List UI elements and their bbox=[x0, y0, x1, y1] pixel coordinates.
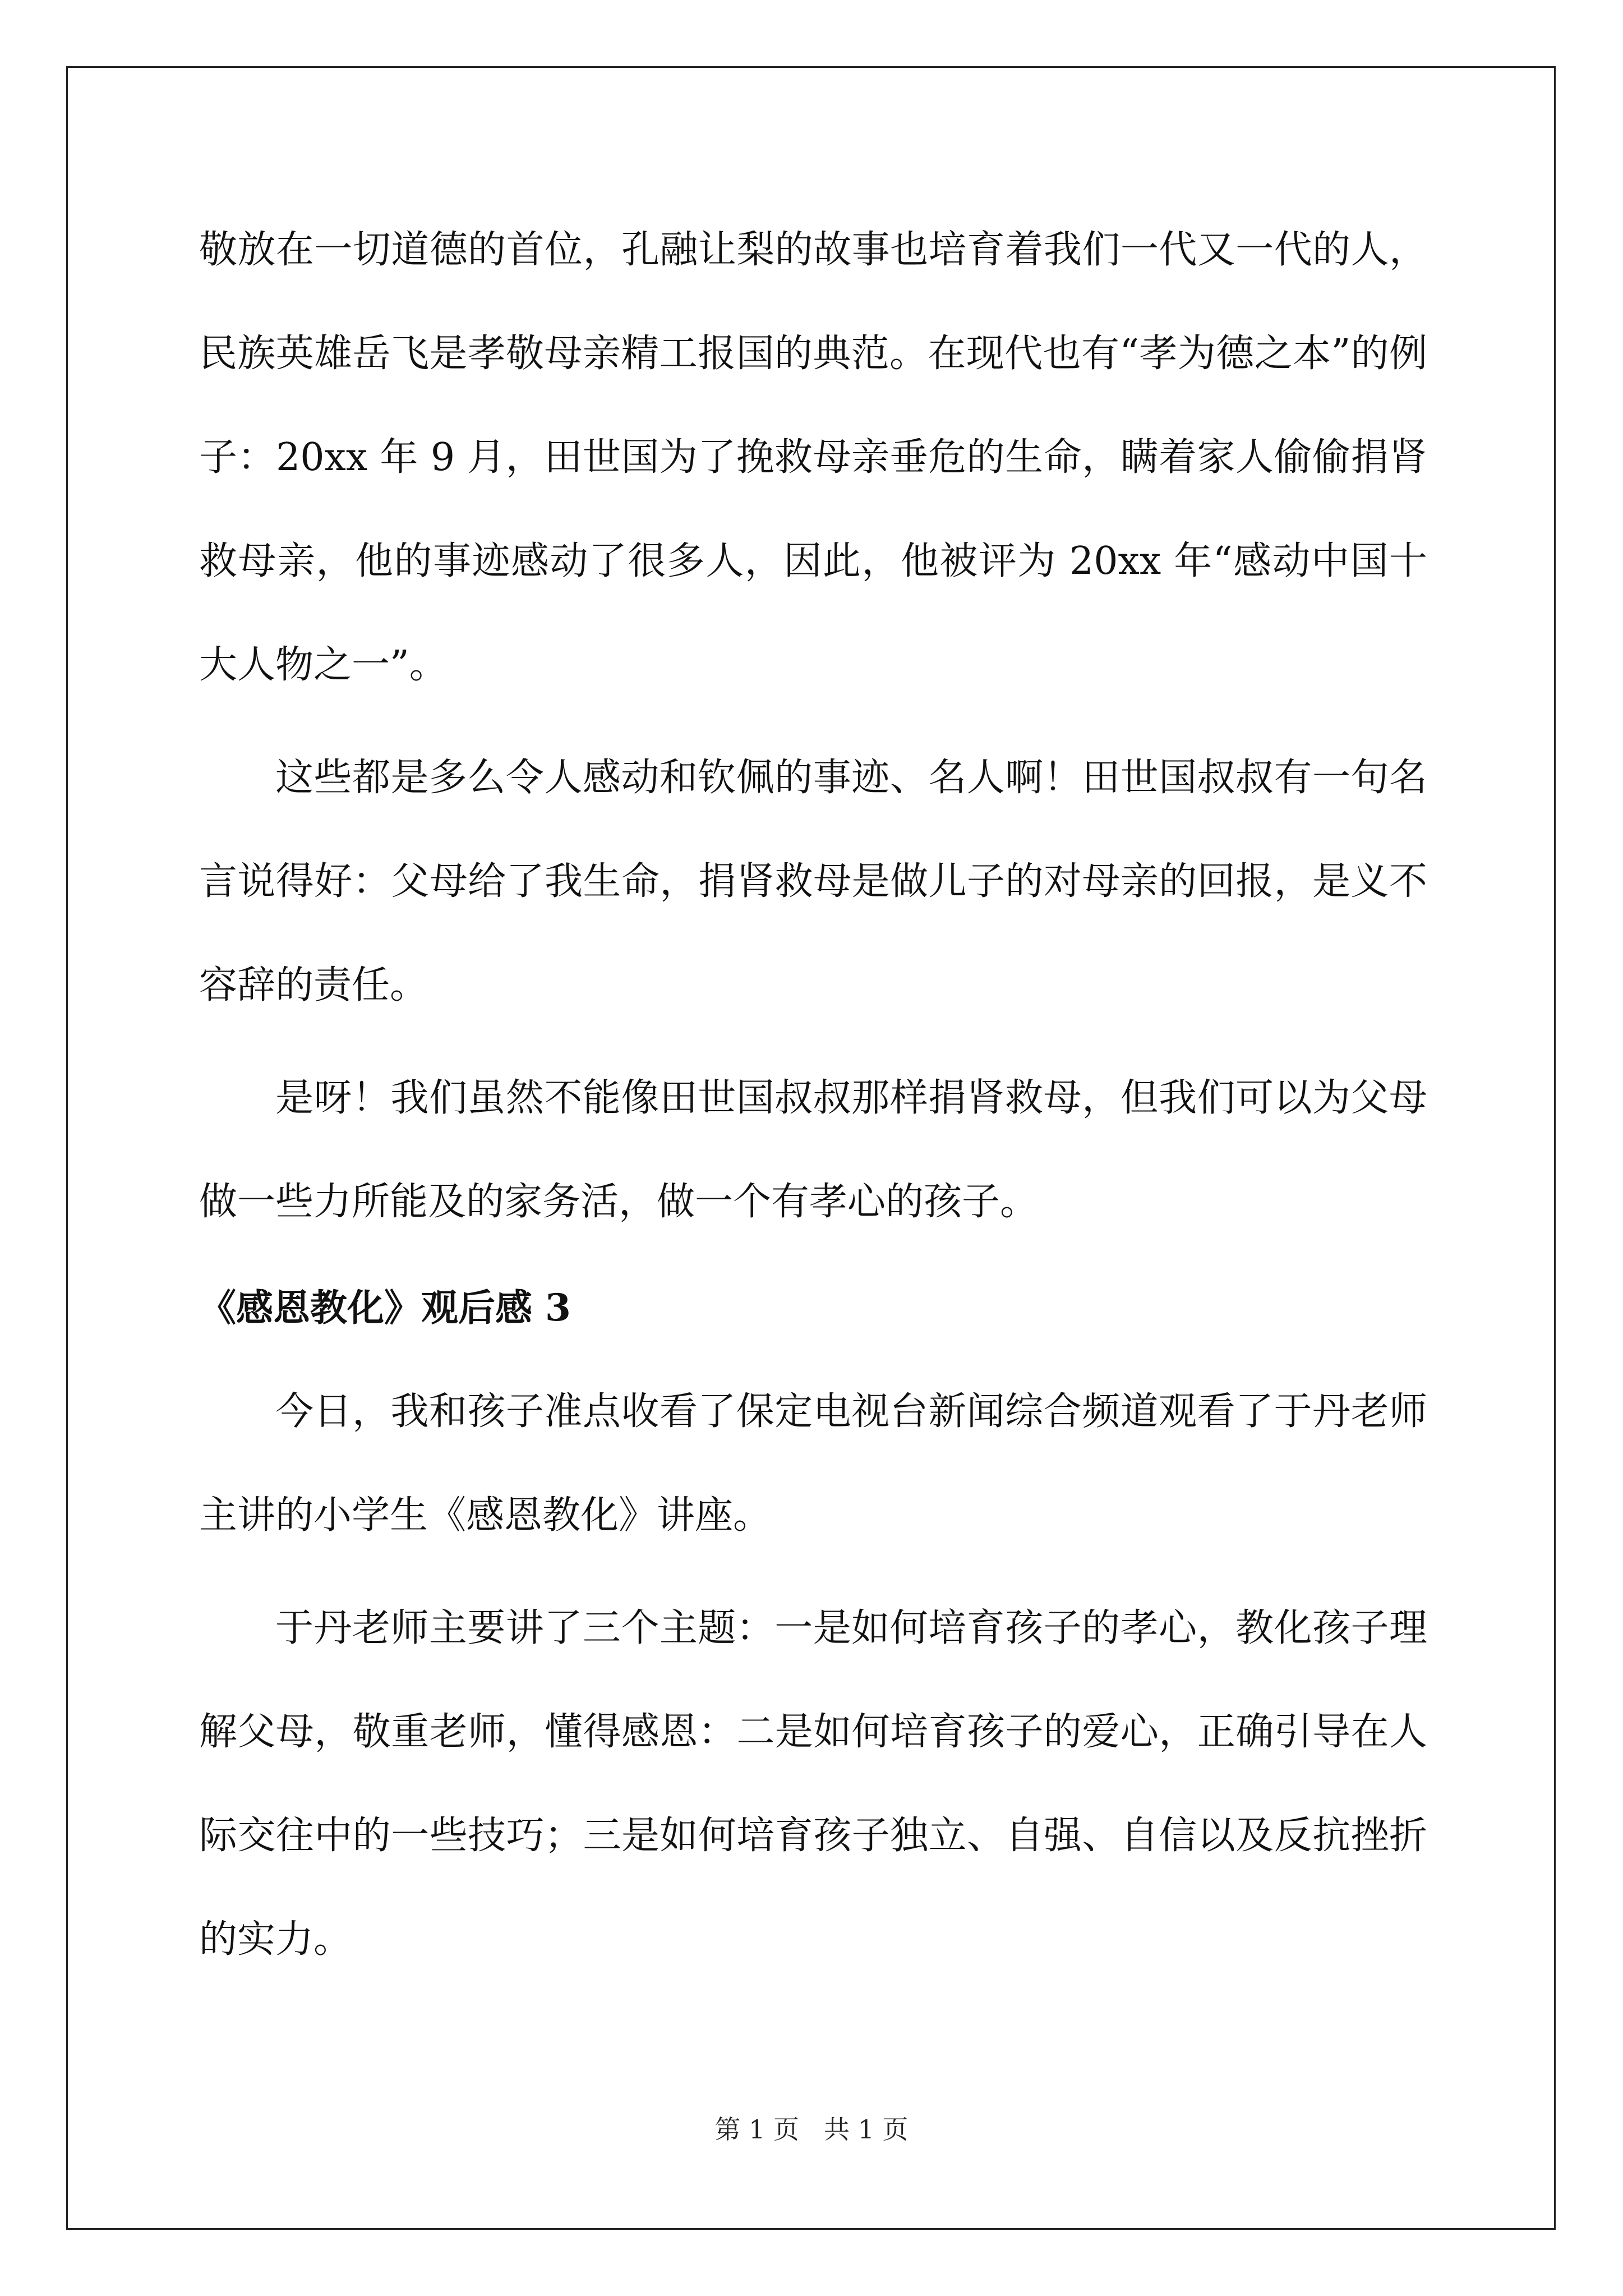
paragraph-1: 敬放在一切道德的首位，孔融让梨的故事也培育着我们一代又一代的人，民族英雄岳飞是孝敬母亲精工报国的典范。在现代也有“孝为德之本”的例子：20xx 年 9 月，田世国为了挽救母亲垂危的生命，瞒着家人偷偷捐肾救母亲，他的事迹感动了很多人，因此，他被评为 20xx 年“感动中国十大人物之一”。 bbox=[199, 228, 1427, 687]
total-pages: 共 1 页 bbox=[824, 2114, 909, 2145]
paragraph-2: 这些都是多么令人感动和钦佩的事迹、名人啊！田世国叔叔有一句名言说得好：父母给了我生命，捐肾救母是做儿子的对母亲的回报，是义不容辞的责任。 bbox=[199, 756, 1427, 1007]
paragraph-4: 今日，我和孩子准点收看了保定电视台新闻综合频道观看了于丹老师主讲的小学生《感恩教化》讲座。 bbox=[199, 1389, 1427, 1538]
page-footer bbox=[0, 2109, 1623, 2146]
section-heading: 《感恩教化》观后感 3 bbox=[199, 1286, 571, 1329]
page-number: 第 1 页 bbox=[714, 2114, 799, 2145]
paragraph-5: 于丹老师主要讲了三个主题：一是如何培育孩子的孝心，教化孩子理解父母，敬重老师，懂得感恩：二是如何培育孩子的爱心，正确引导在人际交往中的一些技巧；三是如何培育孩子独立、自强、自信以及反抗挫折的实力。 bbox=[199, 1606, 1427, 1962]
paragraph-3: 是呀！我们虽然不能像田世国叔叔那样捐肾救母，但我们可以为父母做一些力所能及的家务活，做一个有孝心的孩子。 bbox=[199, 1076, 1427, 1224]
document-body bbox=[199, 198, 1427, 1991]
